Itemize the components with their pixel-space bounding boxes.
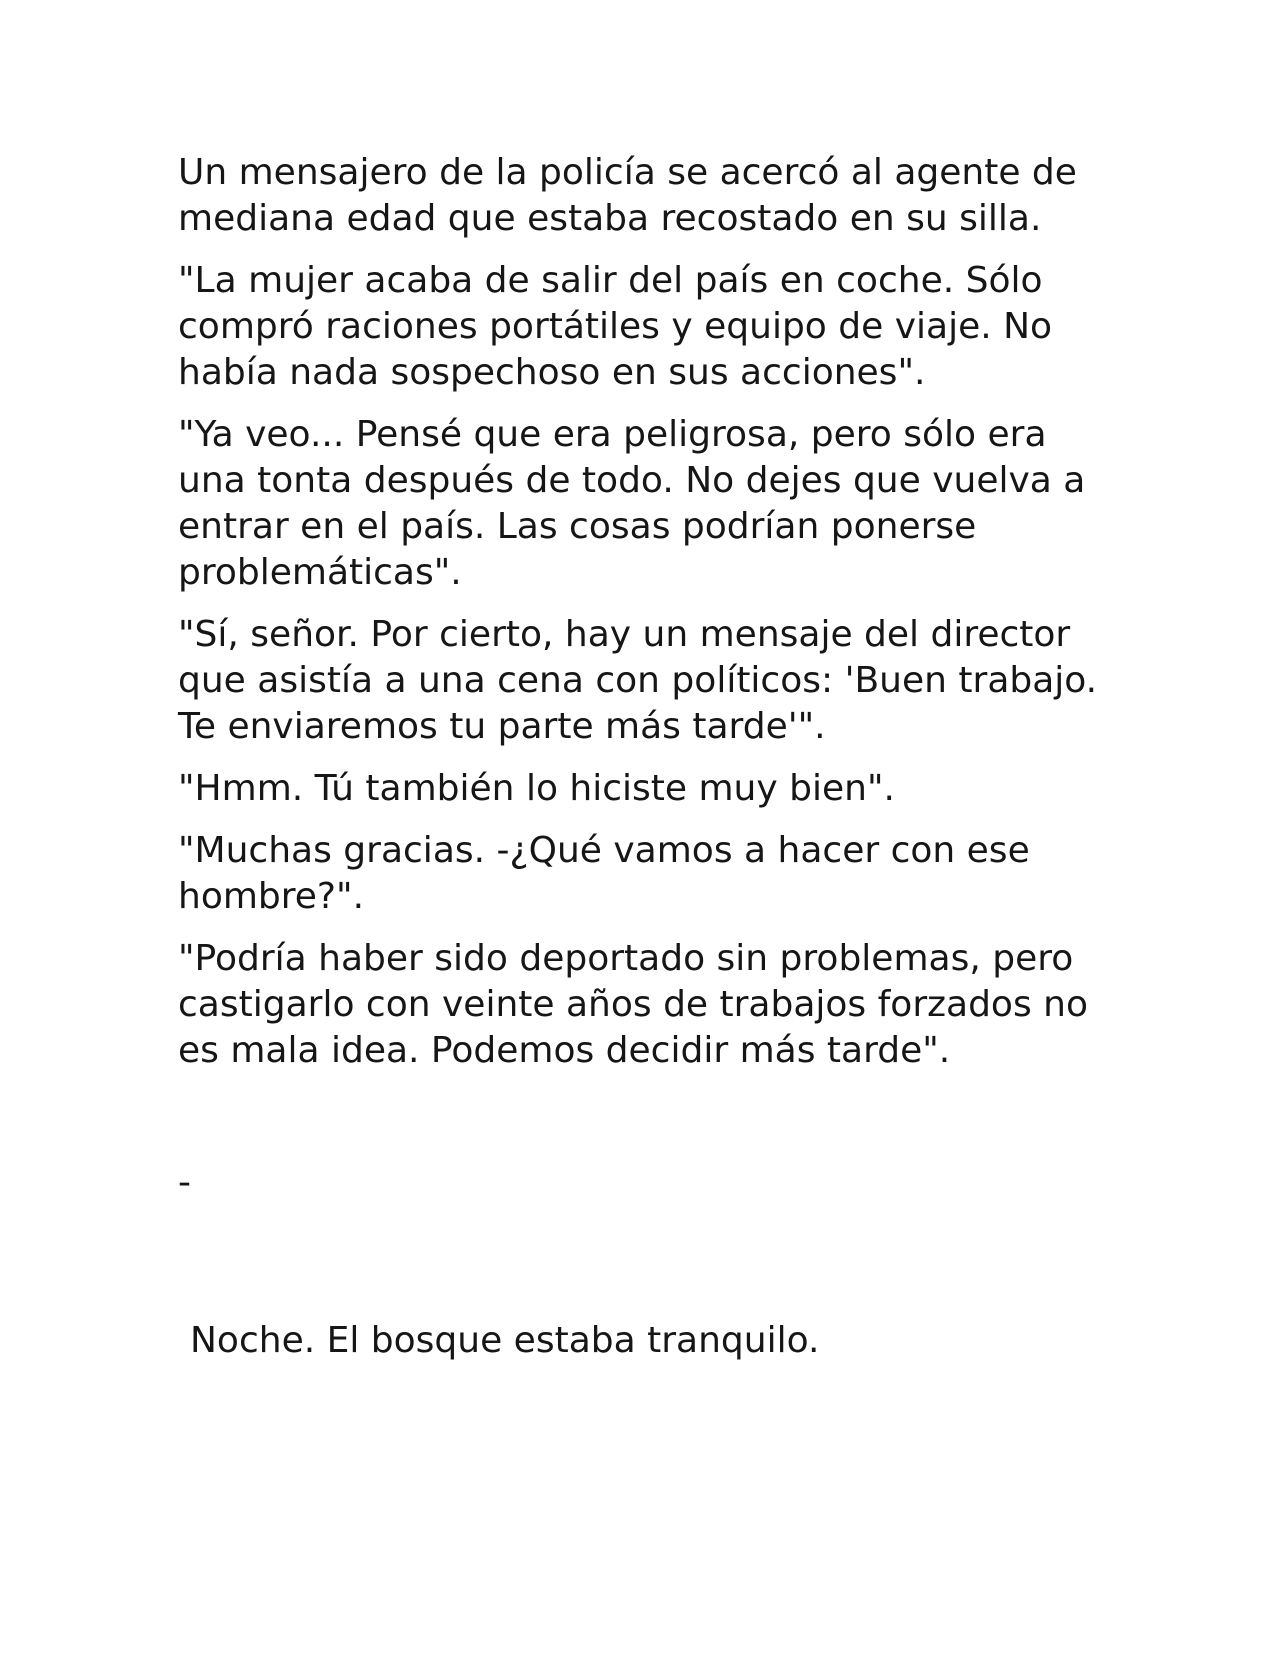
paragraph: Un mensajero de la policía se acercó al agente de mediana edad que estaba recostado en su silla.: [178, 152, 1077, 239]
paragraph: "Hmm. Tú también lo hiciste muy bien".: [178, 768, 895, 809]
paragraph: "Ya veo... Pensé que era peligrosa, pero sólo era una tonta después de todo. No dejes que vuelva a entrar en el país. Las cosas podrían ponerse problemáticas".: [178, 414, 1086, 593]
document-page: [178, 150, 1108, 1380]
scene-opening: Noche. El bosque estaba tranquilo.: [190, 1320, 820, 1361]
paragraph: "Muchas gracias. -¿Qué vamos a hacer con ese hombre?".: [178, 830, 1030, 917]
paragraph: "Sí, señor. Por cierto, hay un mensaje del director que asistía a una cena con políticos: 'Buen trabajo. Te enviaremos tu parte más tarde'".: [178, 614, 1098, 747]
scene-separator: -: [178, 1162, 191, 1203]
paragraph: "La mujer acaba de salir del país en coche. Sólo compró raciones portátiles y equipo de viaje. No había nada sospechoso en sus acciones".: [178, 260, 1053, 393]
paragraph: "Podría haber sido deportado sin problemas, pero castigarlo con veinte años de trabajos forzados no es mala idea. Podemos decidir más tarde".: [178, 938, 1089, 1071]
